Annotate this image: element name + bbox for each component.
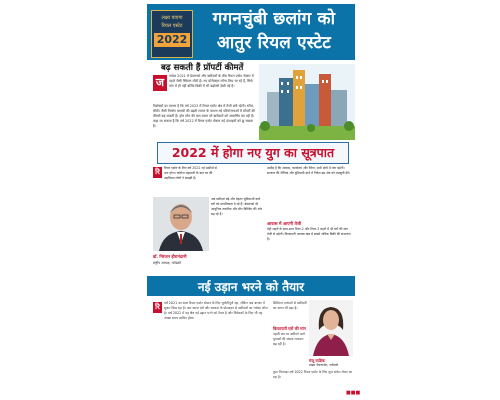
article2-dropcap: रि <box>153 167 162 178</box>
article3-subhead: किफायती घरों की मांग <box>273 326 306 331</box>
article1-body: विशेषज्ञों का मानना है कि वर्ष 2022 में रियल एस्टेट क्षेत्र में तेजी बनी रहेगी। स्टील, सीमेंट जैसी निर्माण सामग्री की बढ़ती लागत के कारण नई परियोजनाओं में प्रॉपर्टी की कीमतें बढ़ सकती हैं। होम लोन की कम ब्याज दरें खरीदारों को आकर्षित कर रही हैं। कहा जा सकता है कि वर्ष 2022 में रियल एस्टेट सेक्टर नई ऊंचाइयों को छू सकता है। <box>153 104 255 128</box>
article2-photo-role: राष्ट्रीय अध्यक्ष, नारेडको <box>153 261 182 265</box>
article2-col-a: रियल एस्टेट के लिए वर्ष 2022 नई उम्मीदों से भरा होगा। कोरोना महामारी के बाद घर की अहमियत लोगों ने समझी है। <box>164 166 217 180</box>
article1-kicker: बढ़ सकती हैं प्रॉपर्टी कीमतें <box>161 63 244 73</box>
article3-dropcap: रि <box>153 302 162 313</box>
logo-line-1: लक्ष्य पाएगा <box>161 15 183 21</box>
newspaper-page <box>147 4 361 396</box>
page-header <box>147 4 355 60</box>
article2-headline: 2022 में होगा नए युग का सूत्रपात <box>171 145 335 160</box>
person-photo <box>153 197 209 251</box>
article3-col-b2: पहली बार घर खरीदने वाले युवाओं की संख्या लगातार बढ़ रही है। <box>273 332 305 346</box>
skyline-illustration <box>259 64 355 140</box>
article3-col-a: वर्ष 2021 का साल रियल एस्टेट सेक्टर के लिए चुनौतीपूर्ण रहा, लेकिन अब बाजार में सुधार दिख रहा है। कम ब्याज दरों और सरकार के प्रोत्साहन से खरीदारों का भरोसा लौटा है। वर्ष 2022 में यह क्षेत्र नई उड़ान भरने को तैयार है और निवेशकों के लिए भी यह अच्छा समय साबित होगा। <box>164 301 268 320</box>
article3-photo-caption: मंजू याज्ञिक <box>309 358 325 363</box>
article1-lead: नवंबर 2021 में डेवलपर्स और खरीदारों के बीच रियल एस्टेट सेक्टर में पहले जैसी स्थिरता लौटी है। नए प्रोजेक्ट्स लॉन्च किए जा रहे हैं, सिर्फ मांग में ही नहीं बल्कि बिक्री में भी बढ़ोतरी देखी गई है। <box>169 74 254 88</box>
page-title: गगनचुंबी छलांग को आतुर रियल एस्टेट <box>212 9 336 53</box>
article3-col-c: कुल मिलाकर वर्ष 2022 रियल एस्टेट के लिए शुभ संकेत लेकर आ रहा है। <box>273 370 353 379</box>
logo-line-2: रियल एस्टेट <box>161 23 183 29</box>
article2-col-b2: मेट्रो शहरों के साथ-साथ टियर-2 और टियर-3 शहरों में भी घरों की मांग तेजी से बढ़ेगी। किफायती आवास खंड में सबसे अधिक बिक्री की संभावना है। <box>267 227 351 241</box>
article2-col-b: उम्मीद है कि आवास, कार्यालय और रिटेल, सभी क्षेत्रों में मांग बढ़ेगी। सरकार की नीतियां और बुनियादी ढांचे में निवेश इस क्षेत्र को मजबूती देंगे। <box>267 166 351 175</box>
article3-headline-box <box>147 276 355 296</box>
supplement-logo <box>151 10 193 58</box>
article3-photo-role: वाइस चेयरपर्सन, नारेडको <box>309 363 339 367</box>
article2-subhead: आवास में आएगी तेजी <box>267 221 302 226</box>
article1-dropcap: ज <box>153 75 167 91</box>
article2-col-a2: अब खरीदार बड़े और बेहतर सुविधाओं वाले घरों को प्राथमिकता दे रहे हैं। डेवलपर्स भी आधुनिक तकनीक और ग्रीन बिल्डिंग की ओर बढ़ रहे हैं। <box>211 197 263 216</box>
person-photo-2 <box>309 300 353 356</box>
article3-headline: नई उड़ान भरने को तैयार <box>197 280 305 294</box>
logo-year: 2022 <box>154 33 190 47</box>
article3-col-b: डिजिटल माध्यमों से खरीदारी का चलन भी बढ़ा है। <box>273 301 307 310</box>
article2-headline-box <box>157 142 349 164</box>
article2-photo-caption: डॉ. निरंजन हीरानंदानी <box>153 254 187 259</box>
end-mark: ■■■ <box>346 390 361 396</box>
